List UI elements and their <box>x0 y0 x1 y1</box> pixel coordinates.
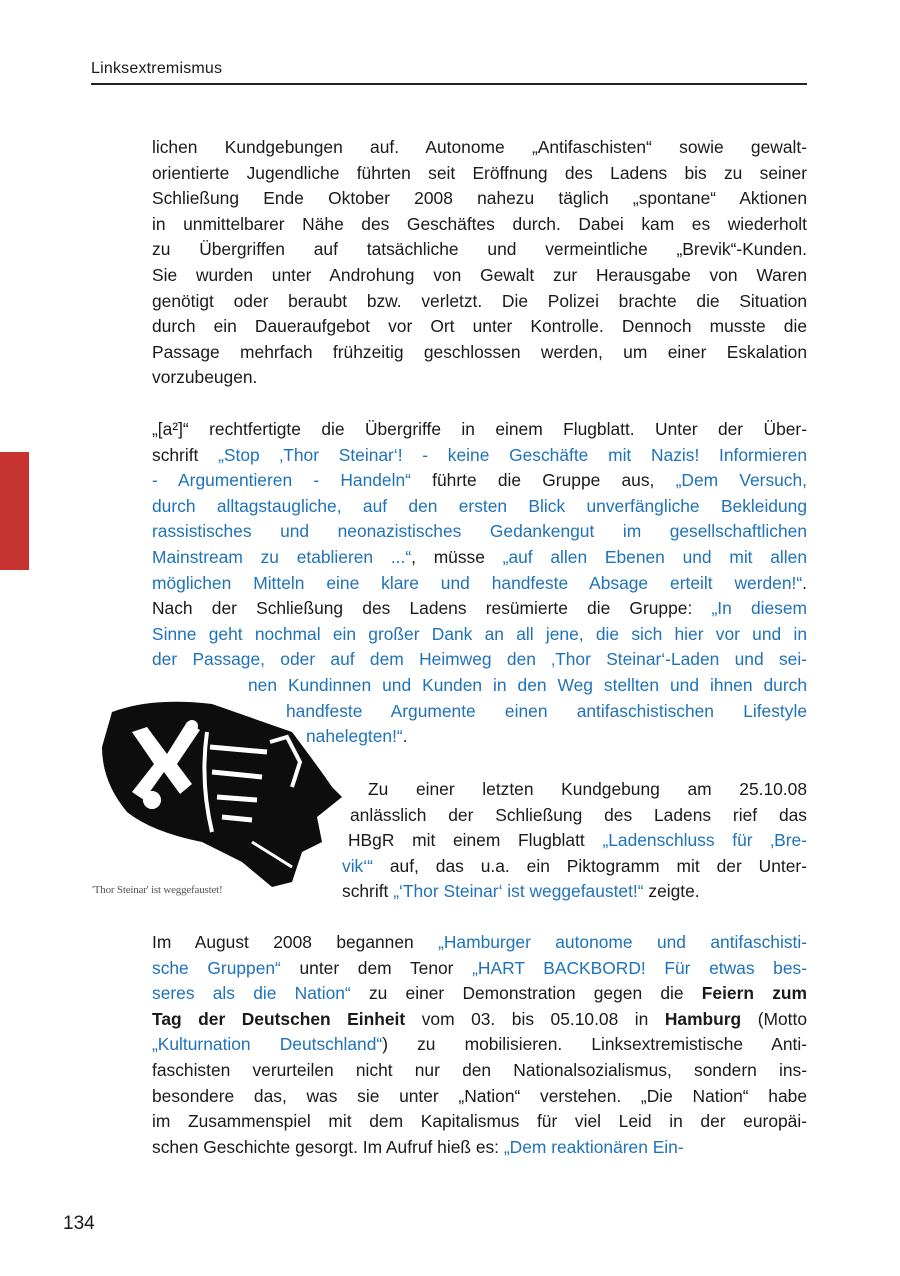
body-text: besondere das, was sie unter „Nation“ verstehen. „Die Nation“ habe <box>152 1085 807 1106</box>
quoted-text: „Stop ‚Thor Steinar‘! - keine Geschäfte mit Nazis! Informieren <box>218 444 807 465</box>
text-line <box>152 519 807 545</box>
body-text: in unmittelbarer Nähe des Geschäftes durch. Dabei kam es wiederholt <box>152 213 807 234</box>
text-line <box>152 622 807 648</box>
quoted-text: sche Gruppen“ <box>152 957 281 978</box>
quoted-text: vik‘“ <box>342 855 373 876</box>
text-line <box>152 1109 807 1135</box>
text-line <box>152 1032 807 1058</box>
body-text: , müsse <box>411 546 503 567</box>
text-line <box>152 647 807 673</box>
quoted-text: nen Kundinnen und Kunden in den Weg stellten und ihnen durch <box>248 674 807 695</box>
text-line <box>152 161 807 187</box>
body-text: „[a²]“ rechtfertigte die Übergriffe in einem Flugblatt. Unter der Über- <box>152 419 807 439</box>
quoted-text: durch alltagstaugliche, auf den ersten Blick unverfängliche Bekleidung <box>152 495 807 516</box>
text-line <box>152 1084 807 1110</box>
quoted-text: nahelegten!“ <box>306 726 403 747</box>
body-text: Zu einer letzten Kundgebung am 25.10.08 <box>368 779 807 799</box>
text-line <box>152 365 807 391</box>
body-text: HBgR mit einem Flugblatt <box>348 830 603 851</box>
body-text: (Motto <box>741 1008 808 1029</box>
text-line <box>152 545 807 571</box>
text-line <box>152 494 807 520</box>
body-text: Schließung Ende Oktober 2008 nahezu täglich „spontane“ Aktionen <box>152 188 807 209</box>
text-line <box>152 879 807 905</box>
paragraph-4 <box>152 930 807 1160</box>
text-line <box>152 854 807 880</box>
text-line <box>152 237 807 263</box>
text-line <box>152 803 807 829</box>
figure-caption: 'Thor Steinar' ist weggefaustet! <box>92 884 223 896</box>
quoted-text: seres als die Nation“ <box>152 983 351 1004</box>
chapter-side-marker <box>0 452 29 570</box>
quoted-text: „In diesem <box>711 598 808 619</box>
body-text: führte die Gruppe aus, <box>410 470 676 491</box>
body-text: zeigte. <box>643 881 700 902</box>
paragraph-3 <box>152 777 807 905</box>
body-text: Sie wurden unter Androhung von Gewalt zur Herausgabe von Waren <box>152 264 807 285</box>
bold-text: Hamburg <box>664 1008 742 1029</box>
text-line <box>152 468 807 494</box>
text-line <box>152 828 807 854</box>
quoted-text: rassistisches und neonazistisches Gedankengut im gesellschaftlichen <box>152 521 807 542</box>
quoted-text: der Passage, oder auf dem Heimweg den ‚Thor Steinar‘-Laden und sei- <box>152 649 807 670</box>
body-text: orientierte Jugendliche führten seit Eröffnung des Ladens bis zu seiner <box>152 162 807 183</box>
body-text: vorzubeugen. <box>152 367 258 388</box>
text-line <box>152 1007 807 1033</box>
paragraph-1 <box>152 135 807 391</box>
quoted-text: „Ladenschluss für ‚Bre- <box>602 830 807 851</box>
body-text: lichen Kundgebungen auf. Autonome „Antifaschisten“ sowie gewalt- <box>152 137 807 157</box>
body-text: zu einer Demonstration gegen die <box>350 983 702 1004</box>
body-text: . <box>802 572 807 593</box>
body-text: schrift <box>152 444 219 465</box>
text-line <box>152 930 807 956</box>
text-line <box>152 1135 807 1161</box>
running-head: Linksextremismus <box>91 60 223 77</box>
quoted-text: möglichen Mitteln eine klare und handfeste Absage erteilt werden!“ <box>152 572 803 593</box>
bold-text: Feiern zum <box>701 983 807 1004</box>
header-rule <box>91 83 807 85</box>
text-line <box>152 596 807 622</box>
text-line <box>152 212 807 238</box>
bold-text: Tag der Deutschen Einheit <box>152 1008 406 1029</box>
body-text: im Zusammenspiel mit dem Kapitalismus für viel Leid in der europäi- <box>152 1111 807 1132</box>
text-line <box>152 1058 807 1084</box>
body-text: schrift <box>342 881 394 902</box>
text-line <box>152 314 807 340</box>
text-line <box>152 956 807 982</box>
text-line <box>152 135 807 161</box>
quoted-text: „Kulturnation Deutschland“ <box>152 1034 383 1055</box>
body-text: Nach der Schließung des Ladens resümierte die Gruppe: <box>152 598 712 619</box>
body-text: . <box>402 726 408 747</box>
body-text: unter dem Tenor <box>280 957 473 978</box>
text-line <box>152 571 807 597</box>
body-text: faschisten verurteilen nicht nur den Nationalsozialismus, sondern ins- <box>152 1059 807 1080</box>
body-text: Passage mehrfach frühzeitig geschlossen werden, um einer Eskalation <box>152 341 807 362</box>
text-line <box>152 186 807 212</box>
body-text: ) zu mobilisieren. Linksextremistische Anti- <box>382 1034 808 1055</box>
text-line <box>152 777 807 803</box>
body-text: anlässlich der Schließung des Ladens rief das <box>350 804 807 825</box>
body-text: vom 03. bis 05.10.08 in <box>405 1008 665 1029</box>
body-text: zu Übergriffen auf tatsächliche und vermeintliche „Brevik“-Kunden. <box>152 239 807 260</box>
body-text: durch ein Daueraufgebot vor Ort unter Kontrolle. Dennoch musste die <box>152 316 807 337</box>
text-line <box>152 263 807 289</box>
body-text: Im August 2008 begannen <box>152 932 439 952</box>
text-line <box>152 417 807 443</box>
body-text: genötigt oder beraubt bzw. verletzt. Die Polizei brachte die Situation <box>152 290 807 311</box>
body-text: auf, das u.a. ein Piktogramm mit der Unter- <box>372 855 807 876</box>
text-line <box>152 443 807 469</box>
quoted-text: „Dem reaktionären Ein- <box>503 1136 684 1157</box>
text-line <box>152 289 807 315</box>
quoted-text: „auf allen Ebenen und mit allen <box>502 546 808 567</box>
quoted-text: „Dem Versuch, <box>675 470 808 491</box>
quoted-text: - Argumentieren - Handeln“ <box>152 470 411 491</box>
quoted-text: handfeste Argumente einen antifaschistischen Lifestyle <box>286 700 807 721</box>
quoted-text: „HART BACKBORD! Für etwas bes- <box>472 957 808 978</box>
quoted-text: Mainstream zu etablieren ...“ <box>152 546 412 567</box>
body-text: schen Geschichte gesorgt. Im Aufruf hieß es: <box>152 1136 504 1157</box>
quoted-text: „Hamburger autonome und antifaschisti- <box>438 932 808 952</box>
quoted-text: „‘Thor Steinar‘ ist weggefaustet!“ <box>393 881 644 902</box>
page-number: 134 <box>63 1213 95 1234</box>
text-line <box>152 340 807 366</box>
text-line <box>152 981 807 1007</box>
quoted-text: Sinne geht nochmal ein großer Dank an all jene, die sich hier vor und in <box>152 623 807 644</box>
